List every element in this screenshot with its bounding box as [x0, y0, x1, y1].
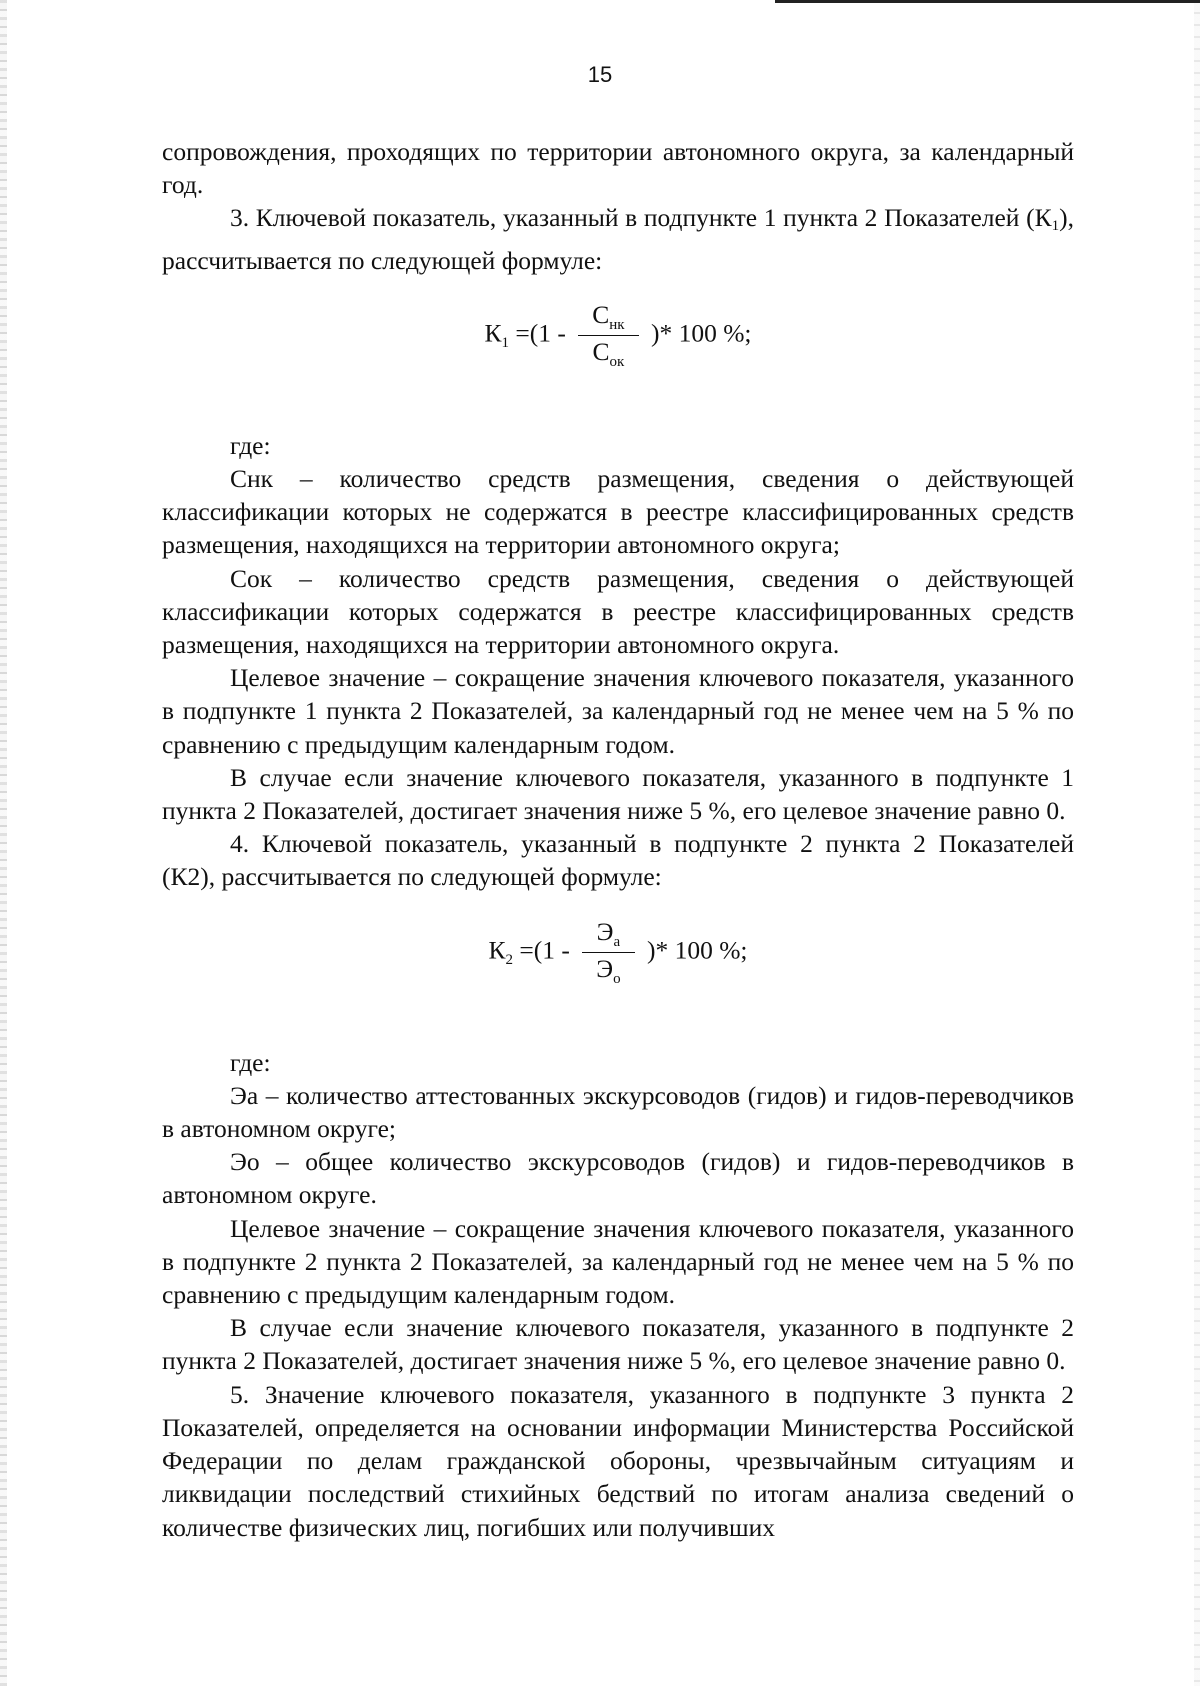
paragraph-item-5: 5. Значение ключевого показателя, указанного в подпункте 3 пункта 2 Показателей, определяется на основании информации Министерства Российской Федерации по делам гражданской обороны, чрезвычайным ситуациям и ликвидации последствий стихийных бедствий по итогам анализа сведений о количестве физических лиц, погибших или получивших: [162, 1379, 1074, 1542]
page-number: 15: [587, 62, 613, 87]
where-label-1: где:: [230, 430, 271, 460]
formula-k2: [162, 894, 1074, 1024]
formula-k2-den-sub: о: [613, 970, 621, 987]
paragraph-item-3-text: 3. Ключевой показатель, указанный в подпункте 1 пункта 2 Показателей (К: [230, 203, 1052, 233]
paragraph-continuation: сопровождения, проходящих по территории автономного округа, за календарный год.: [162, 137, 1074, 200]
formula-k1-open: =(1 -: [508, 318, 573, 348]
formula-k1-close: )* 100 %;: [644, 318, 752, 348]
paragraph-item-3-sub: 1: [1051, 218, 1060, 235]
formula-k2-lhs: К: [488, 935, 506, 965]
top-rule: [775, 0, 1200, 3]
definition-snk: Снк – количество средств размещения, сведения о действующей классификации которых не содержатся в реестре классифицированных средств размещения, находящихся на территории автономного округа;: [162, 464, 1074, 560]
formula-k2-lhs-sub: 2: [505, 952, 513, 969]
paragraph-item-4: 4. Ключевой показатель, указанный в подпункте 2 пункта 2 Показателей (К2), рассчитывается по следующей формуле:: [162, 829, 1074, 892]
where-label-2: где:: [230, 1047, 271, 1077]
exception-case-1: В случае если значение ключевого показателя, указанного в подпункте 1 пункта 2 Показателей, достигает значения ниже 5 %, его целевое значение равно 0.: [162, 762, 1074, 826]
target-value-1: Целевое значение – сокращение значения ключевого показателя, указанного в подпункте 1 пункта 2 Показателей, за календарный год не менее чем на 5 % по сравнению с предыдущим календарным годом.: [162, 663, 1074, 759]
scan-edge-left: [0, 0, 7, 1686]
formula-k1-numerator: [578, 299, 638, 335]
exception-case-2: В случае если значение ключевого показателя, указанного в подпункте 2 пункта 2 Показателей, достигает значения ниже 5 %, его целевое значение равно 0.: [162, 1313, 1074, 1376]
formula-k2-den-symbol: Э: [596, 953, 614, 983]
paragraph-item-3: [162, 201, 1074, 276]
formula-k2-open: =(1 -: [512, 935, 577, 965]
definition-ea: Эа – количество аттестованных экскурсоводов (гидов) и гидов-переводчиков в автономном округе;: [162, 1080, 1074, 1144]
formula-k1-den-symbol: С: [592, 336, 610, 366]
paragraph-item-3-tail: ), рассчитывается по следующей формуле:: [162, 203, 1074, 275]
formula-k2-numerator: [582, 916, 634, 952]
formula-k1-den-sub: ок: [609, 353, 625, 370]
formula-k1: [162, 277, 1074, 407]
formula-k1-num-symbol: С: [592, 299, 610, 329]
formula-k2-denominator: [582, 953, 634, 989]
formula-k2-close: )* 100 %;: [640, 935, 748, 965]
target-value-2: Целевое значение – сокращение значения ключевого показателя, указанного в подпункте 2 пункта 2 Показателей, за календарный год не менее чем на 5 % по сравнению с предыдущим календарным годом.: [162, 1213, 1074, 1310]
formula-k1-lhs: К: [484, 318, 502, 348]
document-body: [162, 135, 1074, 1544]
formula-k1-denominator: [578, 336, 638, 372]
formula-k2-num-sub: а: [613, 933, 621, 950]
formula-k1-fraction: [578, 299, 638, 372]
definition-sok: Сок – количество средств размещения, сведения о действующей классификации которых содержатся в реестре классифицированных средств размещения, находящихся на территории автономного округа.: [162, 563, 1074, 660]
formula-k1-num-sub: нк: [609, 316, 625, 333]
formula-k1-lhs-sub: 1: [501, 335, 509, 352]
scan-edge-right: [1194, 0, 1200, 1686]
formula-k2-fraction: [582, 916, 634, 989]
definition-eo: Эо – общее количество экскурсоводов (гидов) и гидов-переводчиков в автономном округе.: [162, 1147, 1074, 1210]
formula-k2-num-symbol: Э: [596, 916, 614, 946]
